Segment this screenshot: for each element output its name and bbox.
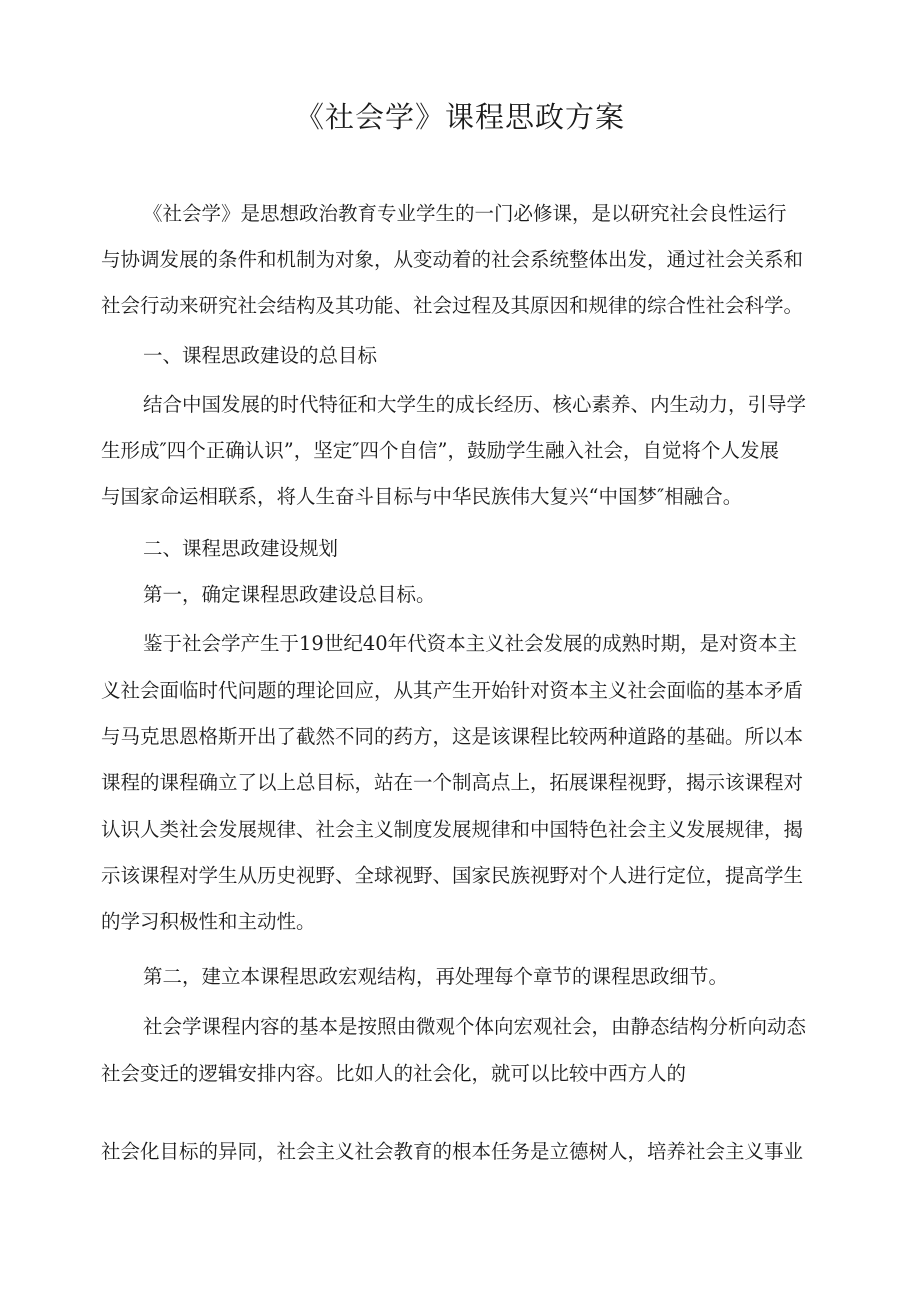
paragraph-line: 结合中国发展的时代特征和大学生的成长经历、核心素养、内生动力，引导学 (143, 393, 807, 416)
paragraph-line: 示该课程对学生从历史视野、全球视野、国家民族视野对个人进行定位，提高学生 (101, 864, 804, 887)
subsection-heading: 第二，建立本课程思政宏观结构，再处理每个章节的课程思政细节。 (143, 965, 729, 988)
paragraph-line: 与马克思恩格斯开出了截然不同的药方，这是该课程比较两种道路的基础。所以本 (101, 725, 804, 748)
paragraph-line: 的学习积极性和主动性。 (101, 910, 316, 933)
paragraph-line: 与国家命运相联系，将人生奋斗目标与中华民族伟大复兴“中国梦″相融合。 (101, 485, 743, 508)
paragraph-line: 鉴于社会学产生于19世纪40年代资本主义社会发展的成熟时期，是对资本主 (143, 632, 798, 655)
paragraph-line: 生形成″四个正确认识”，坚定″四个自信”，鼓励学生融入社会，自觉将个人发展 (101, 439, 780, 462)
section-heading: 一、课程思政建设的总目标 (143, 344, 378, 367)
document-title: 《社会学》课程思政方案 (294, 100, 625, 134)
paragraph-line: 社会变迁的逻辑安排内容。比如人的社会化，就可以比较中西方人的 (101, 1062, 687, 1085)
subsection-heading: 第一，确定课程思政建设总目标。 (143, 583, 436, 606)
section-heading: 二、课程思政建设规划 (143, 537, 339, 560)
paragraph-line: 社会化目标的异同，社会主义社会教育的根本任务是立德树人，培养社会主义事业 (101, 1140, 804, 1163)
paragraph-line: 认识人类社会发展规律、社会主义制度发展规律和中国特色社会主义发展规律，揭 (101, 818, 804, 841)
paragraph-line: 课程的课程确立了以上总目标，站在一个制高点上，拓展课程视野，揭示该课程对 (101, 771, 804, 794)
paragraph-line: 义社会面临时代问题的理论回应，从其产生开始针对资本主义社会面临的基本矛盾 (101, 679, 804, 702)
paragraph-line: 社会行动来研究社会结构及其功能、社会过程及其原因和规律的综合性社会科学。 (101, 294, 804, 317)
paragraph-line: 与协调发展的条件和机制为对象，从变动着的社会系统整体出发，通过社会关系和 (101, 248, 804, 271)
paragraph-line: 《社会学》是思想政治教育专业学生的一门必修课，是以研究社会良性运行 (143, 202, 787, 225)
paragraph-line: 社会学课程内容的基本是按照由微观个体向宏观社会，由静态结构分析向动态 (143, 1015, 807, 1038)
